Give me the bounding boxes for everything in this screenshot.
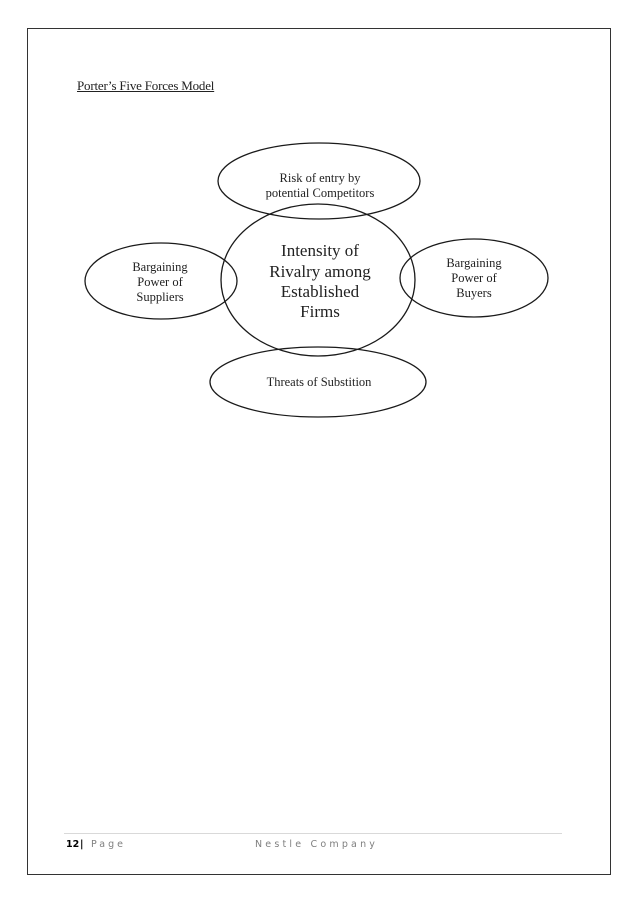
- left-line-2: Power of: [137, 274, 183, 289]
- left-line-3: Suppliers: [136, 289, 184, 304]
- footer-company-name: Nestle Company: [255, 839, 379, 850]
- top-node-label: [240, 166, 400, 206]
- footer-page-word: Page: [91, 839, 126, 850]
- top-line-2: potential Competitors: [265, 186, 375, 200]
- right-line-3: Buyers: [456, 285, 492, 300]
- right-line-2: Power of: [451, 270, 497, 285]
- top-line-1: Risk of entry by: [279, 171, 361, 185]
- footer-page-number: 12: [66, 839, 80, 850]
- center-line-1: Intensity of: [281, 241, 359, 261]
- footer-separator: |: [80, 839, 84, 850]
- left-node-label: [100, 254, 220, 310]
- footer-divider: [64, 833, 562, 834]
- page-heading: Porter’s Five Forces Model: [77, 78, 215, 93]
- center-node-label: [240, 240, 400, 324]
- right-node-label: [414, 250, 534, 306]
- center-line-4: Firms: [300, 302, 340, 322]
- left-line-1: Bargaining: [132, 259, 188, 274]
- center-line-2: Rivalry among: [269, 261, 371, 281]
- bottom-node-label: Threats of Substition: [266, 374, 372, 389]
- right-line-1: Bargaining: [446, 255, 502, 270]
- center-line-3: Established: [280, 282, 360, 301]
